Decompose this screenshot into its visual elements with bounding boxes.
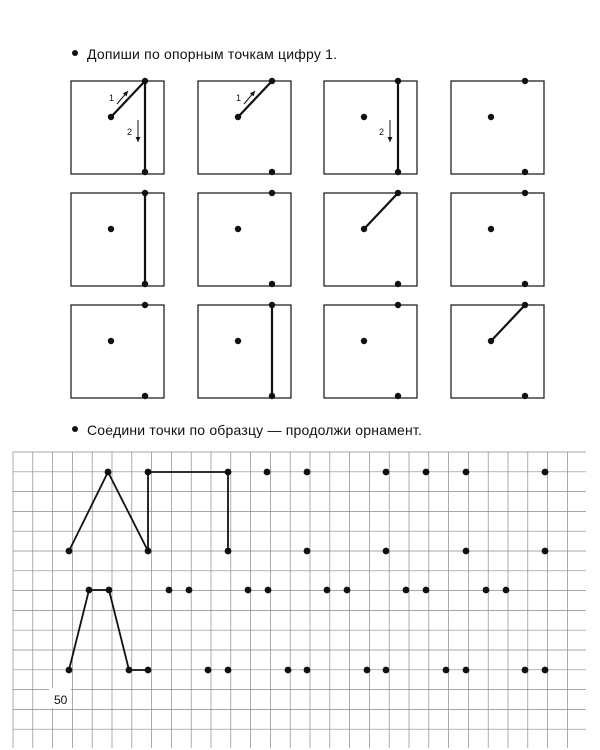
instruction-task1-text: Допиши по опорным точкам цифру 1.: [87, 46, 338, 62]
ornament-dot: [542, 469, 549, 476]
ornament-dot: [86, 587, 93, 594]
ornament-dot: [205, 667, 212, 674]
ornament-dot: [383, 548, 390, 555]
label-stroke1: 1: [236, 93, 242, 103]
ornament-dot: [423, 469, 430, 476]
ornament-dot: [304, 548, 311, 555]
ornament-dot: [66, 667, 73, 674]
ornament-dot: [522, 667, 529, 674]
ornament-dot: [383, 667, 390, 674]
ornament-dot: [463, 548, 470, 555]
ornament-dot: [265, 587, 272, 594]
ornament-dot: [166, 587, 173, 594]
ornament-dot: [304, 469, 311, 476]
instruction-task2-text: Соедини точки по образцу — продолжи орнамент.: [87, 422, 423, 438]
ornament-dot: [145, 667, 152, 674]
ornament-dot: [225, 469, 232, 476]
ornament-dot: [145, 469, 152, 476]
ornament-dot: [106, 587, 113, 594]
ornament-dot: [225, 548, 232, 555]
ornament-dot: [403, 587, 410, 594]
ornament-dot: [483, 587, 490, 594]
ornament-dot: [186, 587, 193, 594]
ornament-dot: [542, 667, 549, 674]
ornament-dot: [285, 667, 292, 674]
ornament-dot: [542, 548, 549, 555]
ornament-dot: [324, 587, 331, 594]
ornament-dot: [423, 587, 430, 594]
ornament-dot: [225, 667, 232, 674]
ornament-dot: [245, 587, 252, 594]
page-number: 50: [54, 693, 68, 707]
ornament-dot: [105, 469, 112, 476]
ornament-dot: [126, 667, 133, 674]
ornament-dot: [503, 587, 510, 594]
ornament-dot: [344, 587, 351, 594]
ornament-dot: [304, 667, 311, 674]
ornament-dot: [145, 548, 152, 555]
ornament-dot: [66, 548, 73, 555]
label-stroke2: 2: [127, 127, 133, 137]
ornament-dot: [383, 469, 390, 476]
ornament-dot: [443, 667, 450, 674]
ornament-dot: [264, 469, 271, 476]
label-stroke2: 2: [379, 127, 385, 137]
grid-lines: [13, 452, 586, 748]
ornament-dot: [463, 667, 470, 674]
label-stroke1: 1: [109, 93, 115, 103]
ornament-dot: [463, 469, 470, 476]
ornament-dot: [364, 667, 371, 674]
